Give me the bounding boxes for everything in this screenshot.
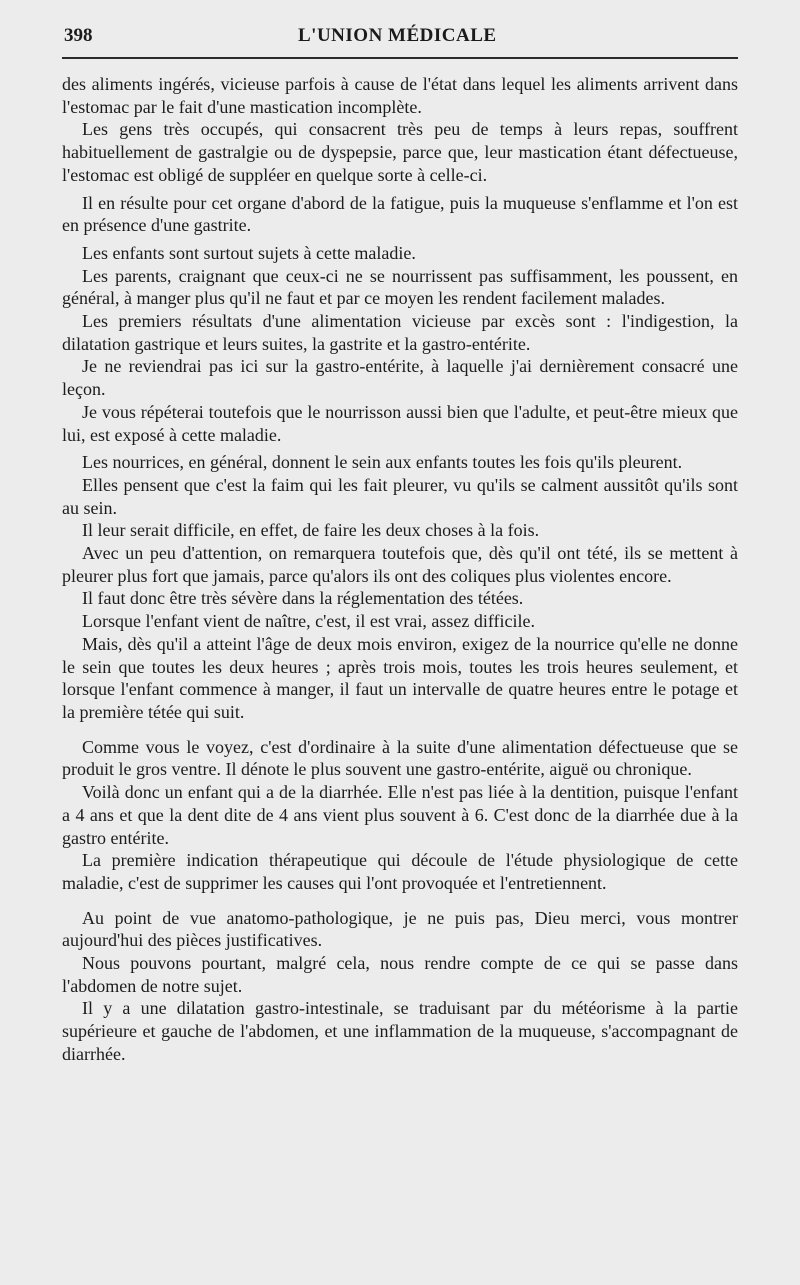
- paragraph: Les nourrices, en général, donnent le sein aux enfants toutes les fois qu'ils pleurent.: [82, 452, 683, 473]
- paragraph: Au point de vue anatomo-pathologique, je ne puis pas, Dieu merci, vous montrer aujourd'hui des pièces justificatives.: [62, 907, 738, 951]
- paragraph: Elles pensent que c'est la faim qui les fait pleurer, vu qu'ils se calment aussitôt qu'ils sont au sein.: [62, 474, 738, 518]
- paragraph: Il y a une dilatation gastro-intestinale, se traduisant par du météorisme à la partie supérieure et gauche de l'abdomen, et une inflammation de la muqueuse, s'accompagnant de diarrhée.: [62, 998, 738, 1064]
- paragraph: Il en résulte pour cet organe d'abord de la fatigue, puis la muqueuse s'enflamme et l'on est en présence d'une gastrite.: [62, 192, 738, 236]
- paragraph: Avec un peu d'attention, on remarquera toutefois que, dès qu'il ont tété, ils se mettent à pleurer plus fort que jamais, parce qu'alors ils ont des coliques plus violentes encore.: [62, 543, 738, 586]
- paragraph: Les premiers résultats d'une alimentation vicieuse par excès sont : l'indigestion, la dilatation gastrique et leurs suites, la gastrite et la gastro-entérite.: [62, 311, 738, 354]
- paragraph: Mais, dès qu'il a atteint l'âge de deux mois environ, exigez de la nourrice qu'elle ne donne le sein que toutes les deux heures ; après trois mois, toutes les trois heures seulement, et lorsque l'enfant commence à manger, il faut un intervalle de quatre heures entre le potage et la première tétée qui suit.: [62, 633, 738, 722]
- header-rule: [62, 57, 738, 59]
- paragraph: Nous pouvons pourtant, malgré cela, nous rendre compte de ce qui se passe dans l'abdomen de notre sujet.: [62, 953, 738, 996]
- paragraph: Je vous répéterai toutefois que le nourrisson aussi bien que l'adulte, et peut-être mieux que lui, est exposé à cette maladie.: [62, 401, 738, 445]
- paragraph: Il leur serait difficile, en effet, de faire les deux choses à la fois.: [82, 520, 540, 541]
- journal-title: L'UNION MÉDICALE: [298, 25, 497, 46]
- paragraph: des aliments ingérés, vicieuse parfois à cause de l'état dans lequel les aliments arrivent dans l'estomac par le fait d'une mastication incomplète.: [62, 74, 738, 117]
- paragraph: Je ne reviendrai pas ici sur la gastro-entérite, à laquelle j'ai dernièrement consacré une leçon.: [62, 356, 738, 400]
- page-header: [62, 20, 738, 60]
- paragraph: Les enfants sont surtout sujets à cette maladie.: [82, 242, 416, 263]
- paragraph: La première indication thérapeutique qui découle de l'étude physiologique de cette maladie, c'est de supprimer les causes qui l'ont provoquée et l'entretiennent.: [62, 850, 738, 893]
- paragraph: Voilà donc un enfant qui a de la diarrhée. Elle n'est pas liée à la dentition, puisque l'enfant a 4 ans et que la dent dite de 4 ans vient plus souvent à 6. C'est donc de la diarrhée due à la gastro entérite.: [62, 782, 738, 848]
- article-body: [62, 73, 738, 1066]
- page-number: 398: [64, 25, 93, 46]
- paragraph: Lorsque l'enfant vient de naître, c'est, il est vrai, assez difficile.: [82, 611, 535, 632]
- paragraph: Comme vous le voyez, c'est d'ordinaire à la suite d'une alimentation défectueuse que se produit le gros ventre. Il dénote le plus souvent une gastro-entérite, aiguë ou chronique.: [62, 736, 738, 780]
- paragraph: Il faut donc être très sévère dans la réglementation des tétées.: [82, 588, 524, 609]
- paragraph: Les gens très occupés, qui consacrent très peu de temps à leurs repas, souffrent habituellement de gastralgie ou de dyspepsie, parce que, leur mastication étant défectueuse, l'estomac est obligé de suppléer en quelque sorte à celle-ci.: [62, 119, 738, 185]
- paragraph: Les parents, craignant que ceux-ci ne se nourrissent pas suffisamment, les poussent, en général, à manger plus qu'il ne faut et par ce moyen les rendent facilement malades.: [62, 265, 738, 309]
